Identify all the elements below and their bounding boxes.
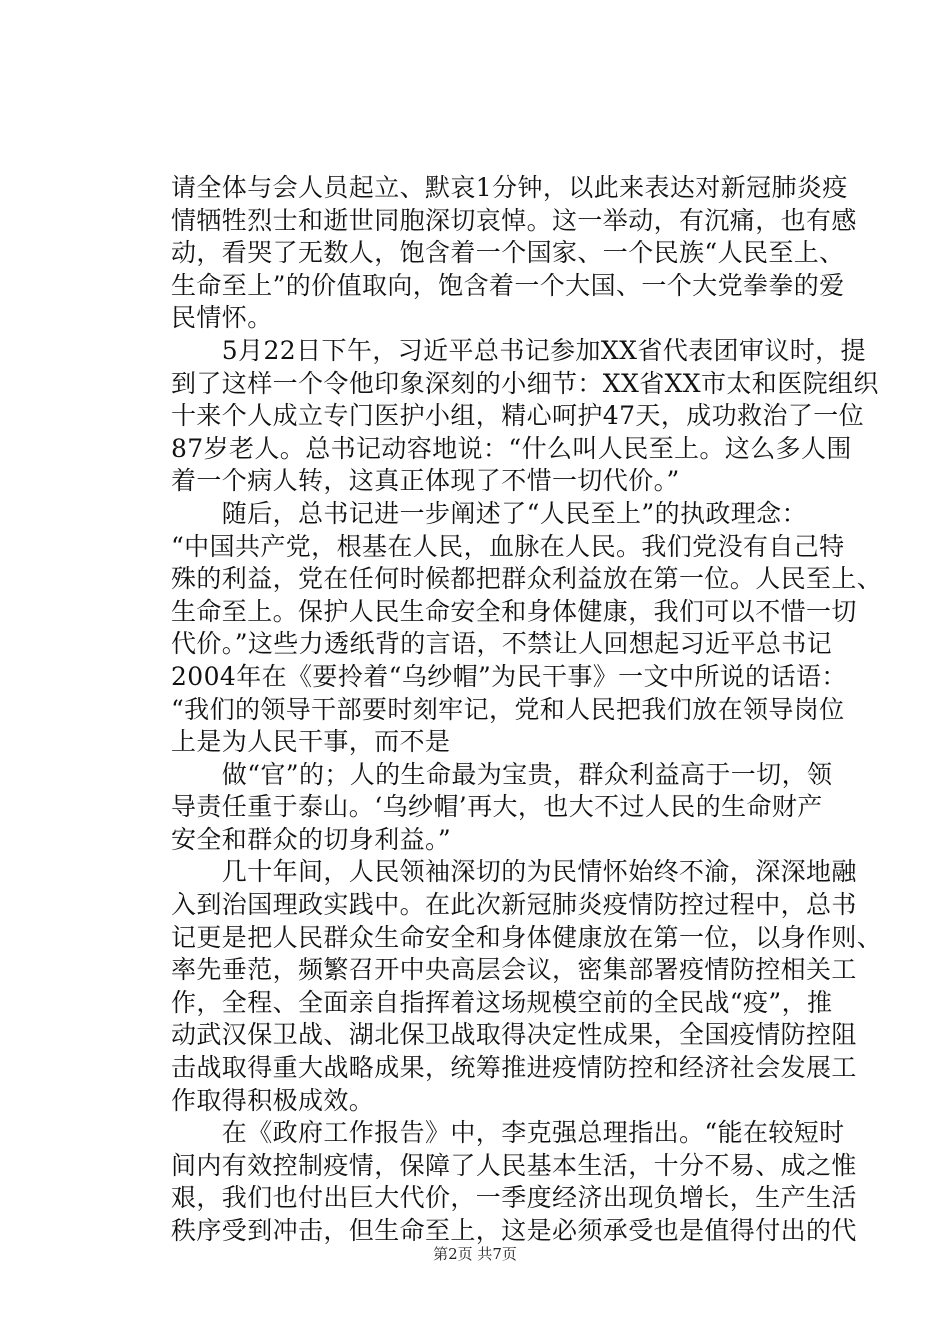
text-line: 上是为人民干事，而不是 [171, 727, 451, 757]
text-line: 2004年在《要拎着“乌纱帽”为民干事》一文中所说的话语： [171, 661, 847, 691]
text-line: 作，全程、全面亲自指挥着这场规模空前的全民战“疫”，推 [171, 987, 833, 1017]
text-line: 代价。”这些力透纸背的言语，不禁让人回想起习近平总书记 [171, 629, 833, 659]
text-line: 导责任重于泰山。‘乌纱帽’再大，也大不过人民的生命财产 [171, 792, 823, 822]
text-line: 民情怀。 [171, 303, 273, 333]
text-line: 随后，总书记进一步阐述了“人民至上”的执政理念： [171, 498, 807, 528]
text-line: 做“官”的；人的生命最为宝贵，群众利益高于一切，领 [171, 759, 833, 789]
body-text [171, 172, 883, 1248]
text-line: 安全和群众的切身利益。” [171, 824, 452, 854]
text-line: 动，看哭了无数人，饱含着一个国家、一个民族“人民至上、 [171, 238, 845, 268]
text-line: 到了这样一个令他印象深刻的小细节：XX省XX市太和医院组织 [171, 368, 879, 398]
text-line: 率先垂范，频繁召开中央高层会议，密集部署疫情防控相关工 [171, 955, 857, 985]
text-line: 情牺牲烈士和逝世同胞深切哀悼。这一举动，有沉痛，也有感 [171, 205, 857, 235]
text-line: 动武汉保卫战、湖北保卫战取得决定性成果，全国疫情防控阻 [171, 1020, 857, 1050]
text-line: 在《政府工作报告》中，李克强总理指出。“能在较短时 [171, 1118, 845, 1148]
text-line: 87岁老人。总书记动容地说：“什么叫人民至上。这么多人围 [171, 433, 852, 463]
text-line: “中国共产党，根基在人民，血脉在人民。我们党没有自己特 [171, 531, 845, 561]
text-line: 生命至上。保护人民生命安全和身体健康，我们可以不惜一切 [171, 596, 857, 626]
text-line: 着一个病人转，这真正体现了不惜一切代价。” [171, 466, 680, 496]
text-line: 殊的利益，党在任何时候都把群众利益放在第一位。人民至上、 [171, 564, 883, 594]
text-line: 艰，我们也付出巨大代价，一季度经济出现负增长，生产生活 [171, 1183, 857, 1213]
text-line: 几十年间，人民领袖深切的为民情怀始终不渝，深深地融 [171, 857, 857, 887]
text-line: 击战取得重大战略成果，统筹推进疫情防控和经济社会发展工 [171, 1053, 857, 1083]
text-line: 间内有效控制疫情，保障了人民基本生活，十分不易、成之惟 [171, 1150, 857, 1180]
text-line: 生命至上”的价值取向，饱含着一个大国、一个大党拳拳的爱 [171, 270, 845, 300]
text-line: 秩序受到冲击，但生命至上，这是必须承受也是值得付出的代 [171, 1216, 857, 1245]
page-number-label: 第2页 共7页 [433, 1245, 517, 1263]
text-line: “我们的领导干部要时刻牢记，党和人民把我们放在领导岗位 [171, 694, 845, 724]
text-line: 入到治国理政实践中。在此次新冠肺炎疫情防控过程中，总书 [171, 890, 857, 920]
text-line: 请全体与会人员起立、默哀1分钟，以此来表达对新冠肺炎疫 [171, 173, 848, 202]
page-footer [0, 1243, 950, 1264]
text-line: 作取得积极成效。 [171, 1085, 375, 1115]
text-line: 记更是把人民群众生命安全和身体健康放在第一位，以身作则、 [171, 922, 883, 952]
text-line: 十来个人成立专门医护小组，精心呵护47天，成功救治了一位 [171, 401, 865, 431]
text-line: 5月22日下午，习近平总书记参加XX省代表团审议时，提 [171, 335, 866, 365]
